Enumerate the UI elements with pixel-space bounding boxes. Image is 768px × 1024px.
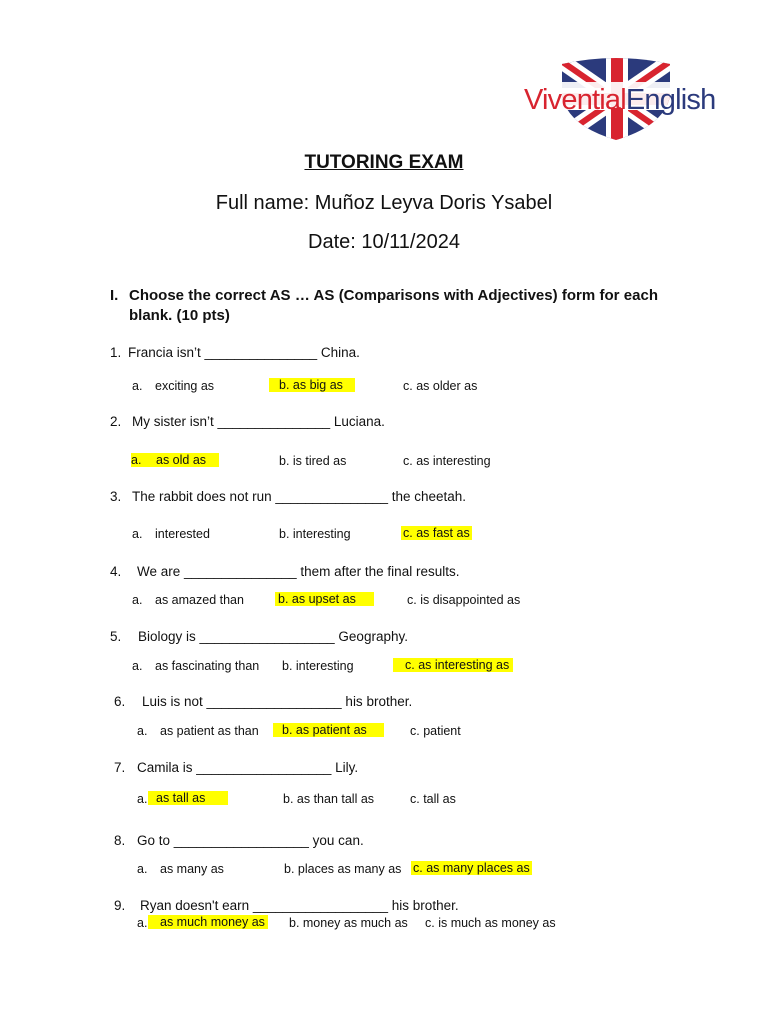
question-1-option-a-letter: a. (132, 379, 143, 393)
question-2-option-a: as old as (156, 453, 207, 467)
question-6-option-a: as patient as than (160, 724, 259, 738)
question-5-option-a-letter: a. (132, 659, 143, 673)
question-8-text: Go to __________________ you can. (137, 833, 364, 848)
question-6-number: 6. (114, 694, 126, 709)
question-4-text: We are _______________ them after the final results. (137, 564, 460, 579)
question-5-option-a: as fascinating than (155, 659, 260, 673)
question-5-number: 5. (110, 629, 122, 644)
question-2-option-c: c. as interesting (403, 454, 491, 468)
question-4-number: 4. (110, 564, 122, 579)
question-9-option-a-letter: a. (137, 916, 148, 930)
question-7-option-a-selected: as tall as (148, 791, 228, 805)
exam-title: TUTORING EXAM (304, 152, 464, 173)
question-7-number: 7. (114, 760, 126, 775)
question-8-option-a: as many as (160, 862, 224, 876)
question-1-option-c: c. as older as (403, 379, 478, 393)
question-3-option-a: interested (155, 527, 210, 541)
viventialenglish-logo (524, 56, 720, 142)
question-4-option-a-letter: a. (132, 593, 143, 607)
question-7-option-c: c. tall as (410, 792, 456, 806)
question-7-option-b: b. as than tall as (283, 792, 375, 806)
question-4-option-b-selected: b. as upset as (275, 592, 374, 606)
question-6-text: Luis is not __________________ his brother. (142, 694, 413, 709)
question-8-option-c-selected: c. as many places as (413, 861, 530, 875)
section-heading (110, 286, 658, 326)
question-6-option-b-selected: b. as patient as (273, 723, 384, 737)
question-7-option-a-letter: a. (137, 792, 148, 806)
question-3-number: 3. (110, 489, 122, 504)
section-number: I. (110, 287, 119, 304)
question-2-option-a-selected (131, 453, 219, 467)
logo-word-vivential: Vivential (524, 84, 626, 116)
question-9-option-b: b. money as much as (289, 916, 408, 930)
question-6-option-c: c. patient (410, 724, 461, 738)
question-1-option-b-selected: b. as big as (269, 378, 355, 392)
question-9-number: 9. (114, 898, 126, 913)
question-4-option-c: c. is disappointed as (407, 593, 521, 607)
question-1-option-a: exciting as (155, 379, 215, 393)
question-3-option-a-letter: a. (132, 527, 143, 541)
question-5-option-b: b. interesting (282, 659, 354, 673)
question-9-text: Ryan doesn't earn __________________ his brother. (140, 898, 459, 913)
question-3-option-b: b. interesting (279, 527, 351, 541)
logo-word-english: English (625, 84, 716, 116)
question-8-option-b: b. places as many as (284, 862, 402, 876)
logo-wordmark (524, 80, 715, 120)
full-name-line: Full name: Muñoz Leyva Doris Ysabel (215, 192, 553, 214)
question-7-text: Camila is __________________ Lily. (137, 760, 359, 775)
question-2-option-b: b. is tired as (279, 454, 347, 468)
question-2-text: My sister isn’t _______________ Luciana. (132, 414, 385, 429)
question-6-option-a-letter: a. (137, 724, 148, 738)
question-9-option-c: c. is much as money as (425, 916, 556, 930)
question-5-text: Biology is __________________ Geography. (138, 629, 408, 644)
date-line: Date: 10/11/2024 (308, 231, 460, 253)
question-1-number: 1. (110, 345, 122, 360)
question-8-option-a-letter: a. (137, 862, 148, 876)
section-instruction: Choose the correct AS … AS (Comparisons with Adjectives) form for each blank. (10 pts) (129, 287, 658, 324)
question-3-text: The rabbit does not run _______________ the cheetah. (132, 489, 467, 504)
question-1-text: Francia isn’t _______________ China. (128, 345, 360, 360)
question-5-option-c-selected: c. as interesting as (393, 658, 513, 672)
question-3-option-c-selected: c. as fast as (403, 526, 470, 540)
question-8-number: 8. (114, 833, 126, 848)
question-2-option-a-letter: a. (131, 453, 142, 467)
question-4-option-a: as amazed than (155, 593, 244, 607)
question-2-number: 2. (110, 414, 122, 429)
question-9-option-a-selected: as much money as (148, 915, 268, 929)
